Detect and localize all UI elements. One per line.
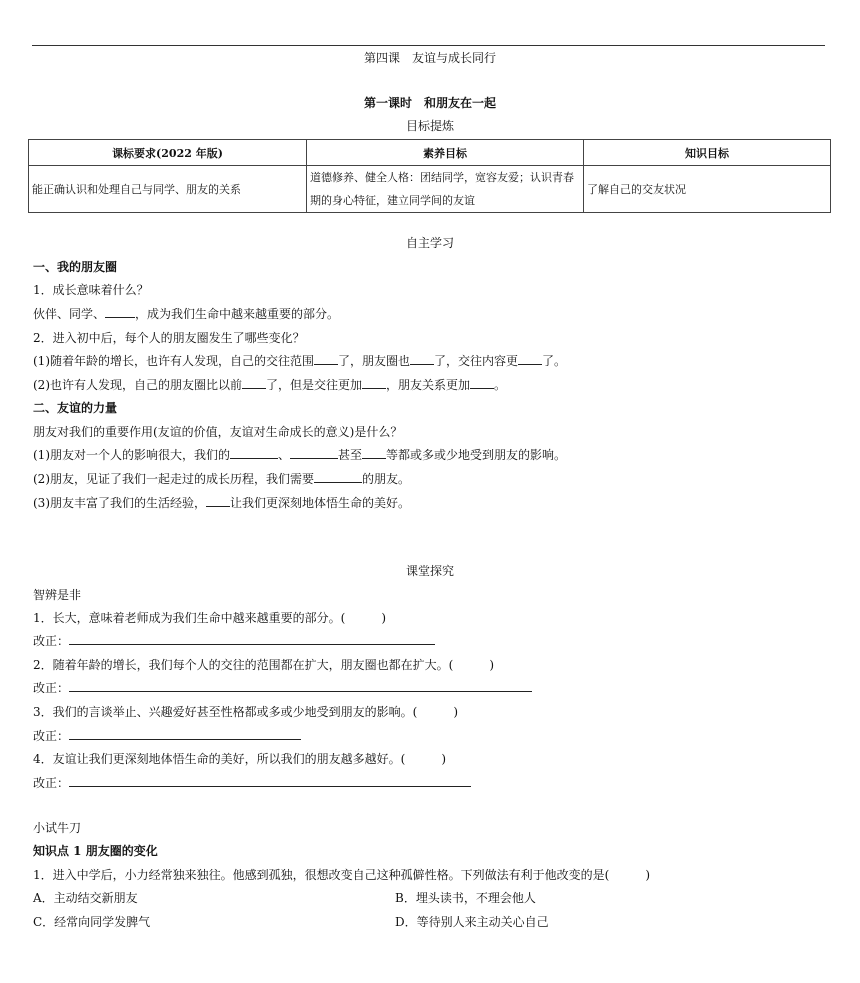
answer-line: (2)也许有人发现，自己的朋友圈比以前 了，但是交往更加 ，朋友关系更加 。	[33, 378, 507, 392]
option-c: C．经常向同学发脾气	[33, 915, 151, 929]
goals-cell: 了解自己的交友状况	[584, 166, 831, 213]
choice-question: 1．进入中学后，小力经常独来独往。他感到孤独，很想改变自己这种孤僻性格。下列做法有利于他改变的是( )	[33, 868, 651, 882]
judge-question: 4．友谊让我们更深刻地体悟生命的美好，所以我们的朋友越多越好。( )	[33, 752, 447, 766]
lesson-title: 第四课 友谊与成长同行	[363, 51, 496, 65]
goals-heading: 目标提炼	[405, 119, 454, 133]
option-b: B．埋头读书，不理会他人	[395, 891, 536, 905]
question: 朋友对我们的重要作用(友谊的价值，友谊对生命成长的意义)是什么？	[33, 425, 403, 439]
correction-line: 改正：	[33, 774, 471, 791]
question: 1．成长意味着什么？	[33, 283, 149, 297]
goals-col-header: 知识目标	[584, 140, 831, 166]
practice-heading: 小试牛刀	[33, 821, 82, 835]
section2-title: 二、友谊的力量	[33, 401, 118, 415]
correction-line: 改正：	[33, 679, 532, 696]
judge-question: 1．长大，意味着老师成为我们生命中越来越重要的部分。( )	[33, 611, 387, 625]
correction-line: 改正：	[33, 632, 435, 649]
answer-line: (2)朋友，见证了我们一起走过的成长历程，我们需要 的朋友。	[33, 472, 411, 486]
goals-table	[28, 139, 831, 213]
section1-title: 一、我的朋友圈	[33, 260, 118, 274]
answer-line: (1)朋友对一个人的影响很大，我们的 、 甚至 等都或多或少地受到朋友的影响。	[33, 448, 567, 462]
period-title: 第一课时 和朋友在一起	[363, 96, 496, 110]
option-d: D．等待别人来主动关心自己	[395, 915, 549, 929]
goals-col-header: 课标要求(2022 年版)	[29, 140, 307, 166]
answer-line: (1)随着年龄的增长，也许有人发现，自己的交往范围 了，朋友圈也 了，交往内容更 了。	[33, 354, 567, 368]
self-study-heading: 自主学习	[405, 236, 454, 250]
classroom-heading: 课堂探究	[405, 564, 454, 578]
judge-question: 2．随着年龄的增长，我们每个人的交往的范围都在扩大，朋友圈也都在扩大。( )	[33, 658, 495, 672]
knowledge-point-title: 知识点 1 朋友圈的变化	[33, 844, 158, 858]
top-rule	[32, 45, 825, 46]
judge-subheading: 智辨是非	[33, 588, 82, 602]
answer-line: (3)朋友丰富了我们的生活经验， 让我们更深刻地体悟生命的美好。	[33, 496, 411, 510]
goals-col-header: 素养目标	[307, 140, 584, 166]
judge-question: 3．我们的言谈举止、兴趣爱好甚至性格都或多或少地受到朋友的影响。( )	[33, 705, 459, 719]
answer-line: 伙伴、同学、 ，成为我们生命中越来越重要的部分。	[33, 307, 340, 321]
question: 2．进入初中后，每个人的朋友圈发生了哪些变化？	[33, 331, 305, 345]
goals-cell: 道德修养、健全人格：团结同学，宽容友爱；认识青春期的身心特征，建立同学间的友谊	[307, 166, 584, 213]
option-a: A．主动结交新朋友	[33, 891, 138, 905]
correction-line: 改正：	[33, 727, 301, 744]
goals-cell: 能正确认识和处理自己与同学、朋友的关系	[29, 166, 307, 213]
